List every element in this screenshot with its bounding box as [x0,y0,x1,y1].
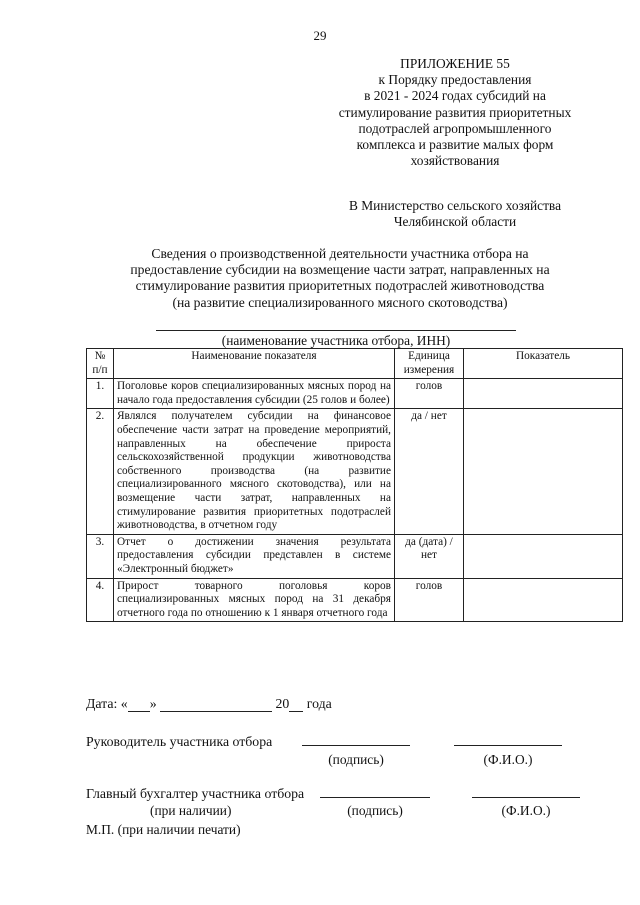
date-line [86,696,332,712]
heading-line: Сведения о производственной деятельности участника отбора на [151,246,529,261]
appendix-line: хозяйствования [410,153,500,169]
heading-line: предоставление субсидии на возмещение части затрат, направленных на [130,262,550,278]
row-value-cell[interactable] [464,534,623,578]
row-name: Поголовье коров специализированных мясных пород на начало года предоставления субсидии (25 голов и более) [114,379,395,409]
row-value-cell[interactable] [464,379,623,409]
header-name: Наименование показателя [114,349,395,379]
date-prefix: Дата: « [86,696,128,711]
participant-name-line [156,330,516,331]
accountant-signature-field[interactable] [320,783,430,798]
row-name: Прирост товарного поголовья коров специализированных мясных пород на 31 декабря отчетного года по отношению к 1 января отчетного года [114,578,395,622]
appendix-line: в 2021 - 2024 годах субсидий на [364,88,546,104]
accountant-sign-caption: (подпись) [347,803,403,818]
row-name: Являлся получателем субсидии на финансовое обеспечение части затрат на проведение мероприятий, направленных на обеспечение прироста сельскохозяйственной продукции животноводства собственного производства (на развитие специализированного мясного скотоводства), или на возмещение части затрат, направленных на стимулирование развития приоритетных подотраслей животноводства, в отчетном году [114,409,395,534]
head-name-field[interactable] [454,731,562,746]
accountant-sub-label: (при наличии) [150,803,232,818]
table-header-row [87,349,623,379]
table-row [87,409,623,534]
row-unit: да (дата) / нет [395,534,464,578]
accountant-name-field[interactable] [472,783,580,798]
appendix-line: комплекса и развитие малых форм [356,137,554,153]
header-value: Показатель [464,349,623,379]
appendix-line: стимулирование развития приоритетных [338,104,572,120]
document-heading [60,246,620,311]
heading-line: стимулирование развития приоритетных подотраслей животноводства [135,278,545,294]
addressee-line: Челябинской области [393,214,517,230]
row-value-cell[interactable] [464,409,623,534]
stamp-note: М.П. (при наличии печати) [86,822,241,837]
row-num: 3. [87,534,114,578]
date-day-field[interactable] [128,697,150,712]
head-sign-caption: (подпись) [328,752,384,767]
heading-line: (на развитие специализированного мясного скотоводства) [172,294,508,310]
header-unit: Единица измерения [395,349,464,379]
addressee-line: В Министерство сельского хозяйства [348,198,562,213]
date-year-field[interactable] [289,697,303,712]
addressee-block [300,198,610,230]
appendix-line: к Порядку предоставления [378,72,532,88]
accountant-name-caption: (Ф.И.О.) [501,803,551,818]
row-num: 2. [87,409,114,534]
row-name: Отчет о достижении значения результата предоставления субсидии представлен в системе «Электронный бюджет» [114,534,395,578]
date-month-field[interactable] [160,697,272,712]
header-num: № п/п [87,349,114,379]
date-suffix: года [306,696,332,711]
participant-name-caption: (наименование участника отбора, ИНН) [221,333,451,348]
table-row [87,534,623,578]
table-row [87,379,623,409]
appendix-line: подотраслей агропромышленного [358,120,552,136]
table-row [87,578,623,622]
head-signature-field[interactable] [302,731,410,746]
date-year-prefix: 20 [275,696,290,711]
row-unit: голов [395,379,464,409]
appendix-line: ПРИЛОЖЕНИЕ 55 [400,56,510,71]
head-signature-label: Руководитель участника отбора [86,734,273,749]
row-num: 4. [87,578,114,622]
page-number: 29 [313,28,327,43]
row-num: 1. [87,379,114,409]
row-unit: да / нет [395,409,464,534]
head-name-caption: (Ф.И.О.) [483,752,533,767]
appendix-block [300,56,610,169]
date-mid: » [149,696,157,711]
accountant-signature-label: Главный бухгалтер участника отбора [86,786,305,801]
indicators-table [86,348,623,622]
row-unit: голов [395,578,464,622]
row-value-cell[interactable] [464,578,623,622]
